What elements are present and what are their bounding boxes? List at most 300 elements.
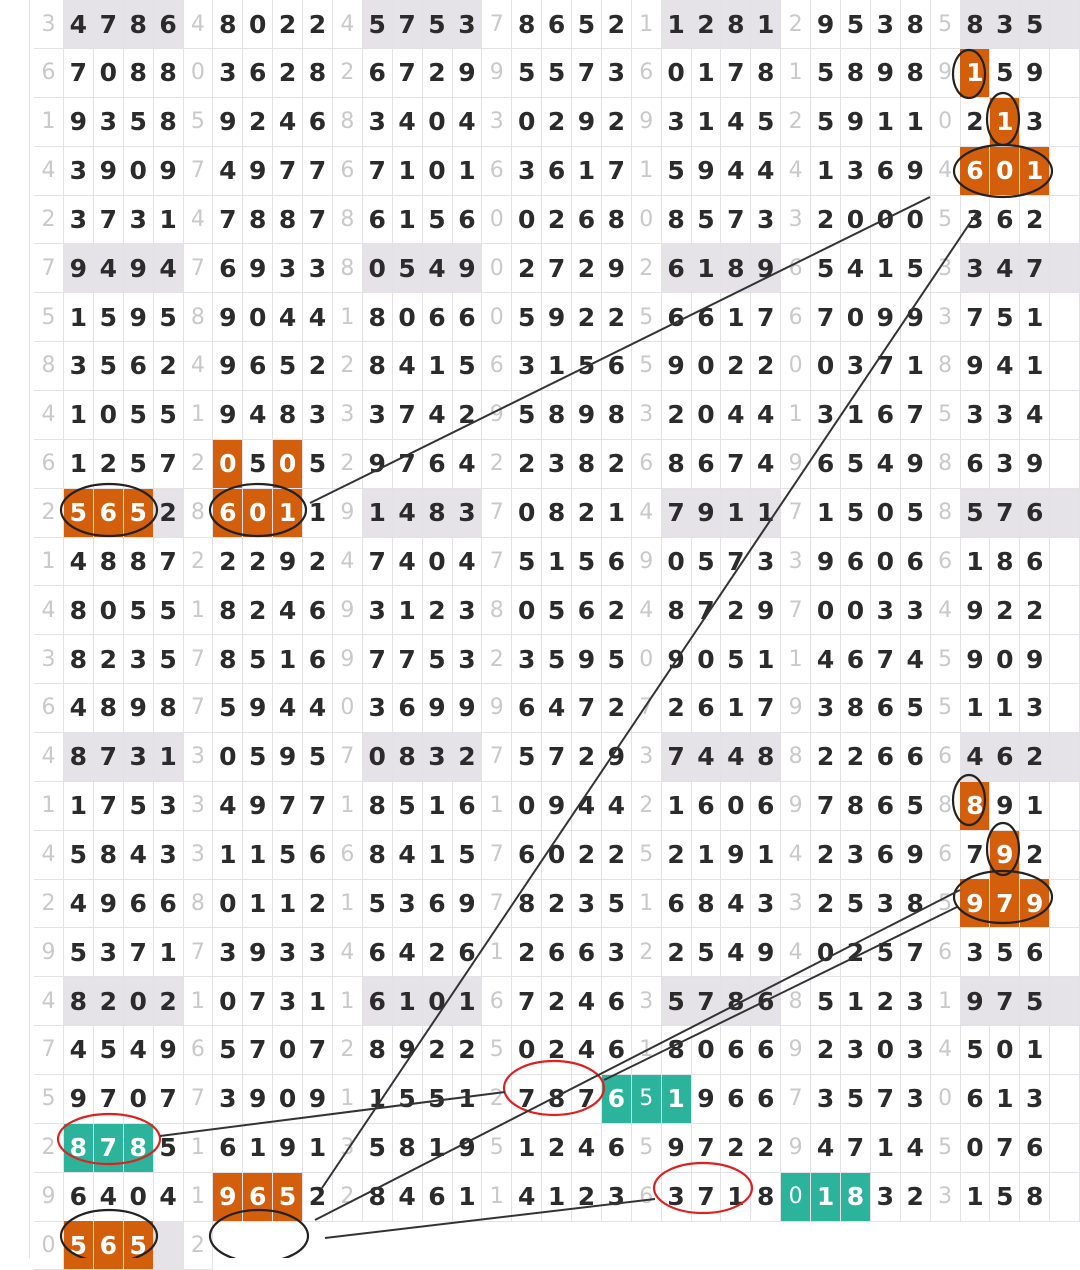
separator-digit: 8 <box>183 293 213 342</box>
grid-digit: 5 <box>64 928 94 977</box>
grid-digit: 0 <box>124 147 154 196</box>
grid-digit: 0 <box>811 586 841 635</box>
grid-digit: 1 <box>960 49 990 98</box>
grid-digit: 5 <box>124 391 154 440</box>
grid-digit: 3 <box>303 928 333 977</box>
separator-digit: 4 <box>632 586 662 635</box>
grid-digit: 2 <box>94 635 124 684</box>
grid-digit: 3 <box>452 489 482 538</box>
separator-digit: 9 <box>781 1124 811 1173</box>
grid-digit: 5 <box>512 49 542 98</box>
separator-digit: 1 <box>333 879 363 928</box>
grid-digit: 5 <box>423 195 453 244</box>
grid-digit: 9 <box>751 586 781 635</box>
grid-digit: 4 <box>393 537 423 586</box>
grid-digit: 8 <box>363 782 393 831</box>
grid-digit: 6 <box>213 1124 243 1173</box>
separator-digit: 7 <box>482 537 512 586</box>
separator-digit: 2 <box>183 440 213 489</box>
grid-digit: 2 <box>273 49 303 98</box>
grid-digit: 4 <box>64 537 94 586</box>
grid-digit: 3 <box>363 98 393 147</box>
grid-digit: 4 <box>572 1124 602 1173</box>
grid-digit: 7 <box>94 733 124 782</box>
separator-digit: 6 <box>931 733 961 782</box>
grid-digit: 2 <box>751 342 781 391</box>
grid-digit: 5 <box>602 635 632 684</box>
grid-digit: 5 <box>363 879 393 928</box>
separator-digit: 4 <box>333 537 363 586</box>
grid-digit: 8 <box>721 977 751 1026</box>
grid-digit: 6 <box>542 928 572 977</box>
grid-digit: 5 <box>64 831 94 880</box>
grid-digit: 5 <box>841 1075 871 1124</box>
grid-digit <box>1050 49 1080 98</box>
grid-digit: 7 <box>691 977 721 1026</box>
grid-digit: 9 <box>990 782 1020 831</box>
grid-digit: 4 <box>393 928 423 977</box>
grid-digit: 7 <box>871 342 901 391</box>
grid-digit: 4 <box>213 782 243 831</box>
grid-digit: 7 <box>512 1075 542 1124</box>
grid-digit: 2 <box>154 342 184 391</box>
grid-digit: 8 <box>901 879 931 928</box>
grid-digit: 8 <box>721 244 751 293</box>
grid-digit: 9 <box>811 537 841 586</box>
grid-digit: 0 <box>213 879 243 928</box>
grid-digit: 7 <box>64 49 94 98</box>
grid-digit: 0 <box>423 537 453 586</box>
grid-digit: 5 <box>811 49 841 98</box>
grid-digit: 8 <box>662 195 692 244</box>
grid-digit: 9 <box>1020 635 1050 684</box>
grid-digit: 5 <box>273 831 303 880</box>
grid-digit: 0 <box>542 831 572 880</box>
separator-digit: 7 <box>781 489 811 538</box>
separator-digit: 1 <box>34 782 64 831</box>
grid-digit: 7 <box>691 1124 721 1173</box>
grid-digit: 7 <box>94 0 124 49</box>
grid-digit: 3 <box>751 879 781 928</box>
grid-digit: 2 <box>452 733 482 782</box>
grid-digit: 7 <box>273 782 303 831</box>
grid-digit: 9 <box>452 49 482 98</box>
grid-digit: 1 <box>1020 782 1050 831</box>
grid-digit: 3 <box>871 1173 901 1222</box>
grid-digit <box>154 1221 184 1270</box>
separator-digit: 8 <box>781 977 811 1026</box>
grid-digit: 2 <box>811 1026 841 1075</box>
grid-digit: 5 <box>393 244 423 293</box>
grid-digit: 5 <box>243 635 273 684</box>
grid-digit: 1 <box>990 98 1020 147</box>
grid-digit: 0 <box>512 586 542 635</box>
grid-digit: 7 <box>871 1075 901 1124</box>
grid-digit: 1 <box>662 0 692 49</box>
grid-digit: 1 <box>363 1075 393 1124</box>
separator-digit: 2 <box>333 440 363 489</box>
grid-digit: 2 <box>691 0 721 49</box>
grid-digit: 8 <box>841 782 871 831</box>
grid-digit: 0 <box>512 195 542 244</box>
grid-digit: 1 <box>721 684 751 733</box>
grid-digit: 9 <box>960 586 990 635</box>
separator-digit: 9 <box>34 1173 64 1222</box>
grid-digit: 8 <box>542 391 572 440</box>
grid-digit: 8 <box>154 49 184 98</box>
grid-digit: 6 <box>423 879 453 928</box>
grid-digit <box>1050 293 1080 342</box>
grid-digit: 5 <box>512 293 542 342</box>
separator-digit: 5 <box>931 635 961 684</box>
grid-digit: 4 <box>273 293 303 342</box>
grid-digit: 6 <box>512 684 542 733</box>
grid-digit: 4 <box>423 391 453 440</box>
separator-digit: 1 <box>183 586 213 635</box>
grid-digit: 3 <box>841 1026 871 1075</box>
grid-digit: 3 <box>124 195 154 244</box>
grid-digit: 6 <box>960 1075 990 1124</box>
grid-digit: 4 <box>154 1173 184 1222</box>
grid-digit: 2 <box>602 293 632 342</box>
separator-digit: 6 <box>931 537 961 586</box>
grid-digit: 9 <box>1020 879 1050 928</box>
grid-digit <box>1050 440 1080 489</box>
grid-digit: 0 <box>393 293 423 342</box>
separator-digit: 6 <box>931 831 961 880</box>
grid-digit: 4 <box>94 244 124 293</box>
grid-digit: 9 <box>64 1075 94 1124</box>
grid-digit: 8 <box>542 489 572 538</box>
grid-digit: 0 <box>94 391 124 440</box>
grid-digit: 7 <box>243 1026 273 1075</box>
grid-digit: 7 <box>542 244 572 293</box>
separator-digit: 3 <box>632 391 662 440</box>
grid-digit: 4 <box>871 440 901 489</box>
grid-digit <box>1050 1173 1080 1222</box>
grid-digit: 4 <box>691 733 721 782</box>
grid-digit: 8 <box>64 635 94 684</box>
grid-digit: 8 <box>363 293 393 342</box>
grid-digit: 3 <box>273 928 303 977</box>
grid-digit: 5 <box>1020 0 1050 49</box>
separator-digit: 8 <box>482 586 512 635</box>
grid-digit: 1 <box>423 831 453 880</box>
grid-digit: 9 <box>572 635 602 684</box>
separator-digit: 1 <box>632 879 662 928</box>
grid-digit: 2 <box>303 1173 333 1222</box>
grid-digit: 3 <box>871 586 901 635</box>
grid-digit: 2 <box>572 244 602 293</box>
grid-digit: 1 <box>154 733 184 782</box>
separator-digit: 2 <box>34 489 64 538</box>
grid-digit: 8 <box>64 1124 94 1173</box>
grid-digit: 9 <box>691 147 721 196</box>
grid-digit: 4 <box>721 879 751 928</box>
grid-digit: 2 <box>94 440 124 489</box>
separator-digit: 5 <box>931 195 961 244</box>
grid-digit: 1 <box>751 489 781 538</box>
separator-digit: 2 <box>482 440 512 489</box>
grid-digit: 0 <box>990 1026 1020 1075</box>
grid-digit: 9 <box>990 831 1020 880</box>
grid-digit: 0 <box>512 782 542 831</box>
grid-digit: 1 <box>64 440 94 489</box>
separator-digit: 7 <box>34 244 64 293</box>
grid-digit: 0 <box>423 147 453 196</box>
separator-digit: 4 <box>183 342 213 391</box>
grid-digit: 5 <box>901 489 931 538</box>
separator-digit: 1 <box>34 537 64 586</box>
grid-digit: 3 <box>841 831 871 880</box>
grid-digit: 1 <box>303 977 333 1026</box>
grid-digit: 1 <box>871 98 901 147</box>
grid-digit: 3 <box>64 195 94 244</box>
separator-digit: 5 <box>632 342 662 391</box>
grid-digit <box>1050 684 1080 733</box>
grid-digit: 3 <box>811 1075 841 1124</box>
grid-digit: 8 <box>512 879 542 928</box>
grid-digit: 6 <box>721 1075 751 1124</box>
grid-digit: 7 <box>871 635 901 684</box>
grid-digit: 5 <box>1020 977 1050 1026</box>
grid-digit: 1 <box>721 1173 751 1222</box>
grid-digit: 9 <box>542 293 572 342</box>
grid-digit: 2 <box>423 586 453 635</box>
grid-digit: 2 <box>512 244 542 293</box>
grid-digit: 8 <box>94 684 124 733</box>
grid-digit: 5 <box>393 1075 423 1124</box>
separator-digit: 1 <box>781 49 811 98</box>
separator-digit: 9 <box>333 586 363 635</box>
grid-digit: 6 <box>363 928 393 977</box>
grid-digit: 6 <box>990 195 1020 244</box>
grid-digit: 3 <box>662 1173 692 1222</box>
grid-digit: 3 <box>602 928 632 977</box>
grid-digit: 5 <box>154 1124 184 1173</box>
grid-digit: 1 <box>213 831 243 880</box>
grid-digit: 5 <box>124 782 154 831</box>
grid-digit: 2 <box>602 98 632 147</box>
grid-digit: 1 <box>273 879 303 928</box>
grid-digit: 2 <box>811 733 841 782</box>
grid-digit: 8 <box>901 0 931 49</box>
separator-digit: 4 <box>333 928 363 977</box>
grid-digit: 8 <box>213 0 243 49</box>
separator-digit: 4 <box>781 928 811 977</box>
grid-digit: 5 <box>542 586 572 635</box>
grid-digit: 8 <box>124 49 154 98</box>
grid-digit: 3 <box>811 684 841 733</box>
grid-digit: 0 <box>94 49 124 98</box>
grid-digit: 1 <box>721 293 751 342</box>
grid-digit: 9 <box>154 147 184 196</box>
grid-digit: 4 <box>423 244 453 293</box>
grid-digit: 8 <box>273 391 303 440</box>
separator-digit: 0 <box>931 1075 961 1124</box>
grid-digit: 3 <box>960 195 990 244</box>
grid-digit: 7 <box>94 1124 124 1173</box>
grid-digit: 1 <box>542 537 572 586</box>
grid-digit: 7 <box>960 293 990 342</box>
separator-digit: 1 <box>632 147 662 196</box>
grid-digit: 3 <box>901 977 931 1026</box>
separator-digit: 9 <box>931 49 961 98</box>
separator-digit: 1 <box>183 1124 213 1173</box>
separator-digit: 0 <box>781 1173 811 1222</box>
separator-digit: 2 <box>333 342 363 391</box>
separator-digit: 8 <box>333 195 363 244</box>
grid-digit: 8 <box>901 49 931 98</box>
grid-digit: 0 <box>691 342 721 391</box>
separator-digit: 6 <box>781 244 811 293</box>
grid-digit: 7 <box>572 1075 602 1124</box>
grid-digit: 5 <box>124 489 154 538</box>
grid-digit: 1 <box>721 489 751 538</box>
grid-digit: 4 <box>243 391 273 440</box>
grid-digit: 4 <box>751 147 781 196</box>
grid-digit: 5 <box>841 879 871 928</box>
grid-digit: 5 <box>871 928 901 977</box>
grid-digit: 7 <box>662 733 692 782</box>
grid-digit: 2 <box>1020 586 1050 635</box>
grid-digit: 1 <box>393 977 423 1026</box>
grid-digit: 2 <box>811 831 841 880</box>
separator-digit: 0 <box>333 684 363 733</box>
grid-digit: 6 <box>602 342 632 391</box>
grid-digit: 5 <box>811 98 841 147</box>
separator-digit: 8 <box>931 489 961 538</box>
grid-digit: 8 <box>542 1075 572 1124</box>
separator-digit: 2 <box>781 0 811 49</box>
grid-digit: 3 <box>512 342 542 391</box>
grid-digit: 5 <box>841 0 871 49</box>
separator-digit: 1 <box>632 0 662 49</box>
grid-digit: 4 <box>1020 391 1050 440</box>
grid-digit: 1 <box>960 1173 990 1222</box>
separator-digit: 2 <box>34 879 64 928</box>
grid-digit: 5 <box>154 293 184 342</box>
grid-digit: 1 <box>154 195 184 244</box>
grid-digit: 6 <box>363 977 393 1026</box>
grid-digit: 8 <box>751 1173 781 1222</box>
separator-digit: 2 <box>333 1026 363 1075</box>
grid-digit: 2 <box>602 586 632 635</box>
grid-digit: 0 <box>94 586 124 635</box>
grid-digit: 6 <box>542 147 572 196</box>
separator-digit: 2 <box>632 928 662 977</box>
separator-digit: 1 <box>333 782 363 831</box>
separator-digit: 7 <box>482 879 512 928</box>
grid-digit: 2 <box>662 928 692 977</box>
grid-digit: 6 <box>811 440 841 489</box>
grid-digit: 1 <box>691 831 721 880</box>
grid-digit: 8 <box>94 831 124 880</box>
grid-digit: 5 <box>662 147 692 196</box>
separator-digit: 2 <box>482 1075 512 1124</box>
grid-digit: 8 <box>273 195 303 244</box>
grid-digit: 2 <box>303 879 333 928</box>
grid-digit: 9 <box>691 1075 721 1124</box>
grid-digit: 5 <box>512 537 542 586</box>
grid-digit: 1 <box>423 782 453 831</box>
separator-digit: 5 <box>632 293 662 342</box>
grid-digit: 5 <box>811 977 841 1026</box>
separator-digit: 1 <box>183 977 213 1026</box>
grid-digit: 9 <box>124 684 154 733</box>
grid-digit: 6 <box>841 635 871 684</box>
grid-digit: 6 <box>691 440 721 489</box>
grid-digit: 0 <box>960 1124 990 1173</box>
separator-digit: 6 <box>632 440 662 489</box>
grid-digit: 6 <box>393 684 423 733</box>
grid-digit: 1 <box>154 928 184 977</box>
grid-digit: 4 <box>542 684 572 733</box>
grid-digit: 9 <box>691 489 721 538</box>
grid-digit: 9 <box>243 244 273 293</box>
grid-digit: 6 <box>94 1221 124 1270</box>
grid-digit: 1 <box>662 1075 692 1124</box>
grid-digit: 6 <box>691 293 721 342</box>
separator-digit: 0 <box>632 635 662 684</box>
grid-digit: 5 <box>94 1026 124 1075</box>
grid-digit: 5 <box>841 489 871 538</box>
grid-digit: 9 <box>363 440 393 489</box>
grid-digit: 2 <box>572 489 602 538</box>
grid-digit: 1 <box>393 147 423 196</box>
grid-digit <box>1050 342 1080 391</box>
grid-digit: 2 <box>662 684 692 733</box>
grid-digit <box>1050 489 1080 538</box>
grid-digit: 5 <box>94 342 124 391</box>
grid-digit: 2 <box>213 537 243 586</box>
separator-digit: 6 <box>781 293 811 342</box>
grid-digit: 1 <box>691 244 721 293</box>
grid-digit: 6 <box>363 195 393 244</box>
grid-digit: 9 <box>452 1124 482 1173</box>
grid-digit: 1 <box>64 391 94 440</box>
grid-digit: 2 <box>662 391 692 440</box>
grid-digit: 2 <box>542 879 572 928</box>
grid-digit: 0 <box>512 98 542 147</box>
separator-digit: 9 <box>632 537 662 586</box>
grid-digit: 5 <box>423 1075 453 1124</box>
grid-digit: 4 <box>960 733 990 782</box>
grid-digit: 0 <box>871 1026 901 1075</box>
separator-digit: 7 <box>482 0 512 49</box>
grid-digit: 4 <box>721 98 751 147</box>
grid-digit: 6 <box>572 928 602 977</box>
grid-digit: 5 <box>691 537 721 586</box>
grid-digit: 3 <box>64 147 94 196</box>
grid-digit: 6 <box>751 977 781 1026</box>
grid-digit: 5 <box>423 0 453 49</box>
grid-digit: 0 <box>423 98 453 147</box>
grid-digit: 5 <box>572 0 602 49</box>
grid-digit: 9 <box>273 1124 303 1173</box>
grid-digit: 5 <box>691 195 721 244</box>
grid-digit: 7 <box>960 831 990 880</box>
grid-digit: 2 <box>602 440 632 489</box>
grid-digit: 1 <box>423 342 453 391</box>
grid-digit: 1 <box>841 391 871 440</box>
grid-digit: 2 <box>990 586 1020 635</box>
grid-digit: 7 <box>751 684 781 733</box>
separator-digit: 4 <box>183 0 213 49</box>
separator-digit: 1 <box>183 1173 213 1222</box>
grid-digit: 2 <box>721 586 751 635</box>
grid-digit: 0 <box>273 440 303 489</box>
